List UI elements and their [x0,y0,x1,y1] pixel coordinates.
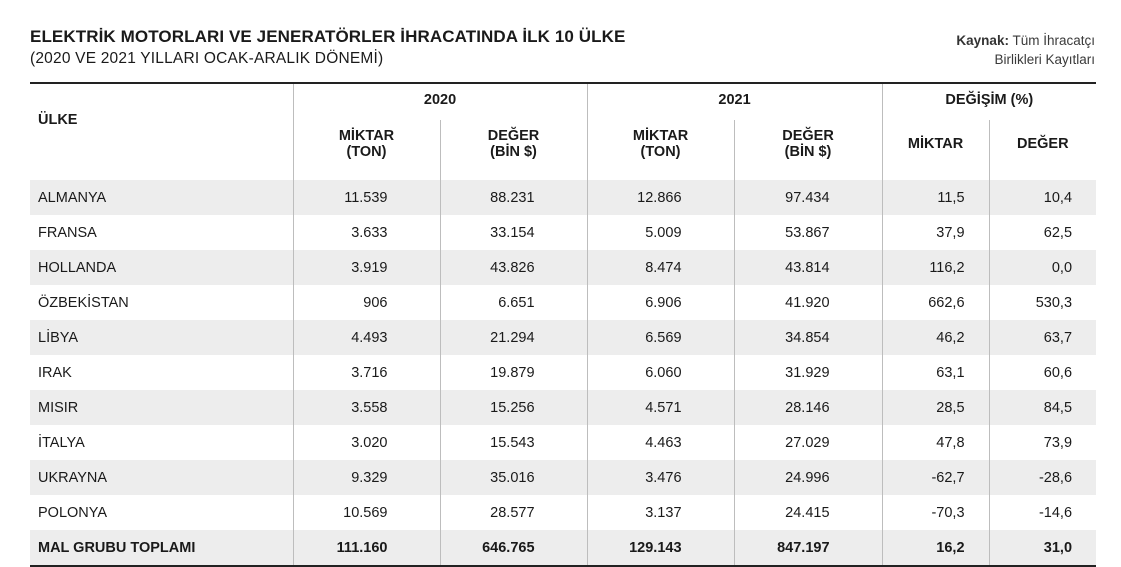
miktar-2021-cell: 5.009 [587,215,734,250]
miktar-change-header: MİKTAR [882,120,989,180]
deger-change-cell: 530,3 [989,285,1096,320]
miktar-2021-cell: 12.866 [587,180,734,215]
miktar-change-cell: 116,2 [882,250,989,285]
page-title: ELEKTRİK MOTORLARI VE JENERATÖRLER İHRACATINDA İLK 10 ÜLKE [30,27,626,46]
country-cell: İTALYA [38,434,85,451]
miktar-2020-cell: 3.020 [293,425,440,460]
miktar-2020-cell: 4.493 [293,320,440,355]
deger-change-cell: 60,6 [989,355,1096,390]
country-cell: HOLLANDA [30,250,293,285]
miktar-change-cell: -62,7 [882,460,989,495]
deger-2020-header: DEĞER (BİN $) [440,120,587,180]
miktar-change-cell: 28,5 [882,390,989,425]
deger-change-cell: 63,7 [989,320,1096,355]
miktar-change-cell: 47,8 [882,425,989,460]
miktar-2020-cell: 3.633 [293,215,440,250]
miktar-2020-cell: 906 [293,285,440,320]
deger-2021-cell: 53.867 [734,215,882,250]
deger-2021-cell: 27.029 [734,425,882,460]
deger-2021-cell: 24.415 [734,495,882,530]
export-table [30,82,1096,567]
deger-change-cell: 73,9 [989,425,1096,460]
source-line-1: Tüm İhracatçı [1012,33,1095,48]
total-deger-change: 31,0 [989,530,1096,566]
country-cell: POLONYA [38,504,108,521]
deger-2021-cell: 28.146 [734,390,882,425]
deger-change-cell: -14,6 [989,495,1096,530]
deger-2021-cell: 24.996 [734,460,882,495]
page-subtitle: (2020 VE 2021 YILLARI OCAK-ARALIK DÖNEMİ) [30,50,384,67]
table-row [30,355,1096,390]
deger-2021-cell: 97.434 [734,180,882,215]
table-row [30,285,1096,320]
miktar-2020-cell: 11.539 [293,180,440,215]
miktar-2021-cell: 6.906 [587,285,734,320]
deger-2020-cell: 88.231 [440,180,587,215]
table-row [30,215,1096,250]
deger-2020-cell: 6.651 [440,285,587,320]
miktar-change-cell: -70,3 [882,495,989,530]
deger-2020-cell: 43.826 [440,250,587,285]
miktar-2020-cell: 10.569 [293,495,440,530]
total-miktar-change: 16,2 [882,530,989,566]
deger-change-cell: 62,5 [989,215,1096,250]
table-row [30,250,1096,285]
deger-2021-cell: 43.814 [734,250,882,285]
miktar-2020-cell: 3.558 [293,390,440,425]
deger-2021-cell: 31.929 [734,355,882,390]
deger-2020-cell: 21.294 [440,320,587,355]
deger-change-cell: -28,6 [989,460,1096,495]
total-deger-2021: 847.197 [734,530,882,566]
miktar-2020-cell: 9.329 [293,460,440,495]
country-cell: UKRAYNA [30,460,293,495]
country-cell: IRAK [38,364,72,381]
miktar-change-cell: 11,5 [882,180,989,215]
miktar-2021-cell: 4.571 [587,390,734,425]
total-label: MAL GRUBU TOPLAMI [30,530,293,566]
miktar-2021-cell: 6.060 [587,355,734,390]
miktar-2020-cell: 3.919 [293,250,440,285]
country-cell: ALMANYA [30,180,293,215]
deger-2020-cell: 35.016 [440,460,587,495]
miktar-2021-cell: 6.569 [587,320,734,355]
miktar-change-cell: 662,6 [882,285,989,320]
country-cell: MISIR [30,390,293,425]
table-row [30,495,1096,530]
deger-2020-cell: 19.879 [440,355,587,390]
deger-2021-cell: 34.854 [734,320,882,355]
total-row [30,530,1096,566]
table-row [30,425,1096,460]
deger-2020-cell: 28.577 [440,495,587,530]
country-cell: FRANSA [38,224,97,241]
miktar-2021-cell: 3.137 [587,495,734,530]
deger-2020-cell: 33.154 [440,215,587,250]
miktar-2021-cell: 3.476 [587,460,734,495]
deger-2021-cell: 41.920 [734,285,882,320]
miktar-2021-cell: 8.474 [587,250,734,285]
source-label: Kaynak: [956,33,1009,48]
miktar-2020-header: MİKTAR (TON) [293,120,440,180]
deger-2021-header: DEĞER (BİN $) [734,120,882,180]
deger-2020-cell: 15.256 [440,390,587,425]
deger-change-cell: 10,4 [989,180,1096,215]
change-percent-header: DEĞİŞİM (%) [882,83,1096,120]
miktar-2021-cell: 4.463 [587,425,734,460]
table-row [30,320,1096,355]
miktar-change-cell: 46,2 [882,320,989,355]
miktar-2021-header: MİKTAR (TON) [587,120,734,180]
source-note [956,31,1095,69]
total-miktar-2020: 111.160 [293,530,440,566]
table-row [30,180,1096,215]
deger-change-cell: 0,0 [989,250,1096,285]
total-deger-2020: 646.765 [440,530,587,566]
miktar-2020-cell: 3.716 [293,355,440,390]
table-row [30,460,1096,495]
country-cell: LİBYA [30,320,293,355]
total-miktar-2021: 129.143 [587,530,734,566]
deger-change-cell: 84,5 [989,390,1096,425]
miktar-change-cell: 63,1 [882,355,989,390]
deger-change-header: DEĞER [989,120,1096,180]
miktar-change-cell: 37,9 [882,215,989,250]
country-column-header: ÜLKE [38,112,78,128]
deger-2020-cell: 15.543 [440,425,587,460]
country-cell: ÖZBEKİSTAN [38,294,129,311]
year-2021-header: 2021 [587,83,882,120]
table-row [30,390,1096,425]
source-line-2: Birlikleri Kayıtları [994,52,1095,67]
year-2020-header: 2020 [293,83,587,120]
